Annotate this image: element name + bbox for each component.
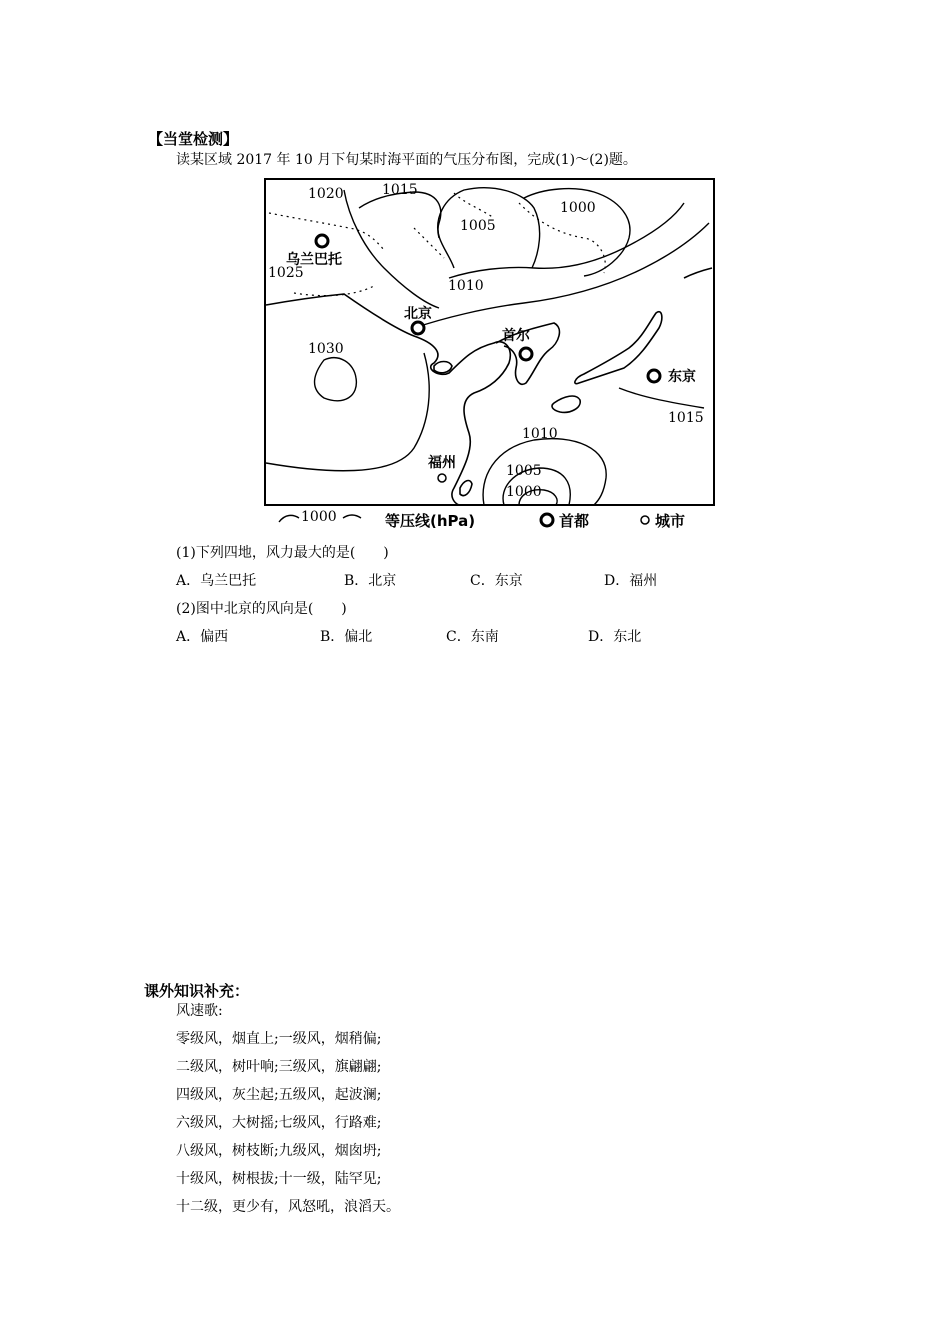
isobar-label: 1015 [382,182,418,198]
question-2-stem: (2)图中北京的风向是( ) [176,601,347,617]
legend-isobar-line [279,515,299,522]
isobar-label: 1000 [506,484,542,500]
rhyme-line: 六级风，大树摇;七级风，行路难; [176,1115,382,1131]
pressure-map [264,178,716,508]
section-title: 【当堂检测】 [148,130,239,148]
question-2-option-a: A．偏西 [176,629,229,645]
ulaanbaatar-capital-marker [316,235,328,247]
question-1-option-d: D．福州 [604,573,658,589]
legend-isobar-text: 等压线(hPa) [385,512,476,530]
legend-city-text: 城市 [655,512,686,530]
seoul-capital-marker [520,348,532,360]
question-1-option-c: C．东京 [470,573,523,589]
question-2-option-b: B．偏北 [320,629,373,645]
city-label-beijing: 北京 [404,306,432,322]
tokyo-capital-marker [648,370,660,382]
fuzhou-city-marker [438,474,446,482]
isobar-label: 1025 [268,265,304,281]
supplement-title: 课外知识补充： [144,982,250,1000]
legend-capital-marker [541,514,553,526]
rhyme-line: 二级风，树叶响;三级风，旗翩翩; [176,1059,382,1075]
legend-isobar-value: 1000 [301,509,337,525]
city-label-seoul: 首尔 [502,328,530,344]
legend-city-marker [641,516,649,524]
legend-capital-text: 首都 [559,512,590,530]
isobar-label: 1005 [460,218,496,234]
beijing-capital-marker [412,322,424,334]
isobar-label: 1020 [308,186,344,202]
question-2-option-c: C．东南 [446,629,499,645]
isobar-label: 1000 [560,200,596,216]
rhyme-title: 风速歌: [176,1003,223,1019]
question-1-option-b: B．北京 [344,573,397,589]
question-1-option-a: A．乌兰巴托 [176,573,257,589]
isobar-label: 1010 [448,278,484,294]
isobar-label: 1005 [506,463,542,479]
rhyme-line: 四级风，灰尘起;五级风，起波澜; [176,1087,382,1103]
isobar-label: 1030 [308,341,344,357]
isobar-label: 1015 [668,410,704,426]
rhyme-line: 十二级，更少有，风怒吼，浪滔天。 [176,1199,400,1215]
map-legend [275,508,705,536]
rhyme-line: 零级风，烟直上;一级风，烟稍偏; [176,1031,382,1047]
question-1-stem: (1)下列四地，风力最大的是( ) [176,545,389,561]
isobar-label: 1010 [522,426,558,442]
legend-isobar-line [343,515,361,518]
question-2-option-d: D．东北 [588,629,642,645]
city-label-fuzhou: 福州 [428,455,456,471]
city-label-tokyo: 东京 [668,369,696,385]
rhyme-line: 十级风，树根拔;十一级，陆罕见; [176,1171,382,1187]
city-label-ulaanbaatar: 乌兰巴托 [286,252,342,268]
rhyme-line: 八级风，树枝断;九级风，烟囱坍; [176,1143,382,1159]
intro-text: 读某区域 2017 年 10 月下旬某时海平面的气压分布图，完成(1)～(2)题。 [176,152,637,168]
